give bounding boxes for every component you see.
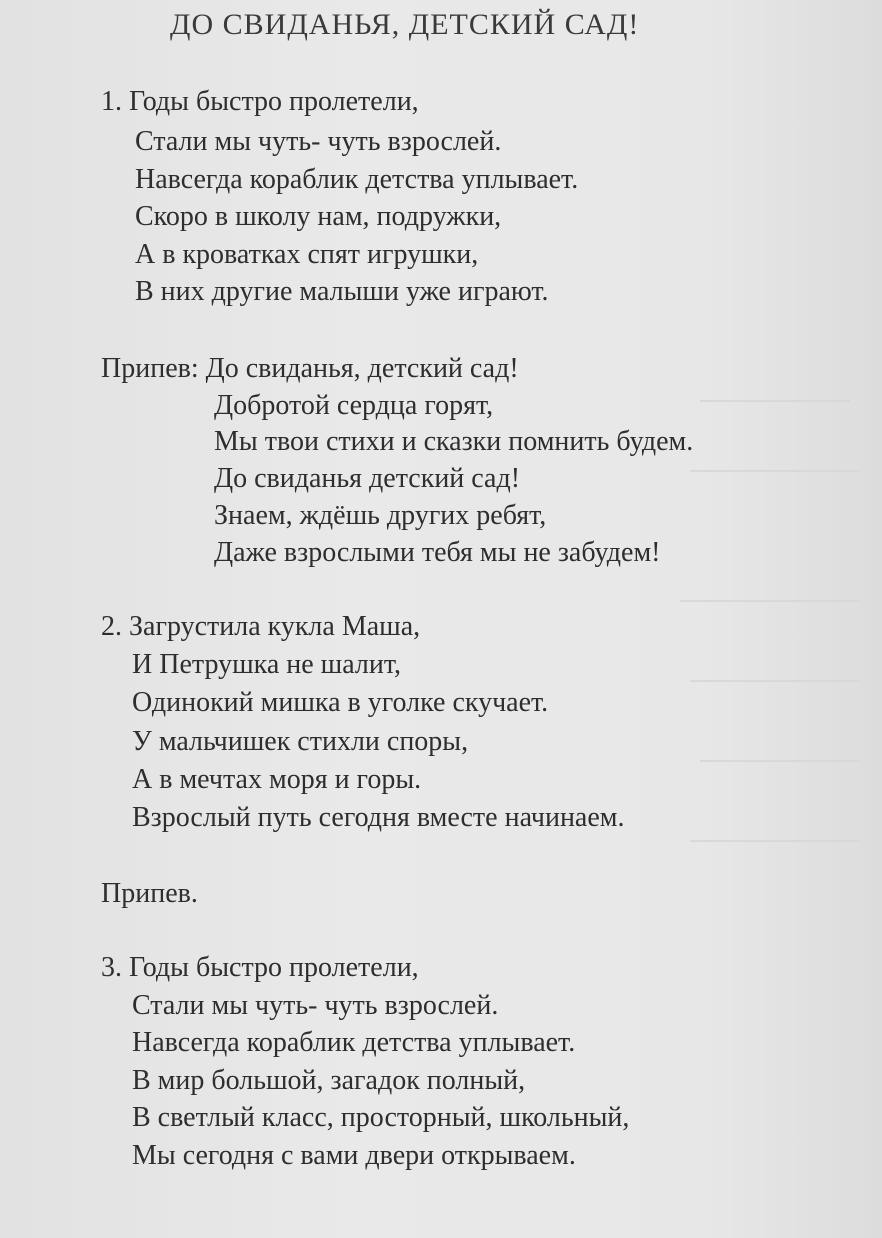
verse1-line: А в кроватках спят игрушки, bbox=[135, 239, 479, 270]
bleed-through-mark bbox=[690, 680, 860, 682]
verse3-line: Навсегда кораблик детства уплывает. bbox=[132, 1027, 576, 1058]
bleed-through-mark bbox=[700, 400, 850, 402]
chorus-reference: Припев. bbox=[101, 878, 198, 909]
verse3-line: В мир большой, загадок полный, bbox=[132, 1065, 526, 1096]
verse1-line: В них другие малыши уже играют. bbox=[135, 276, 549, 307]
verse3-line: В светлый класс, просторный, школьный, bbox=[132, 1102, 630, 1133]
verse2-line: Одинокий мишка в уголке скучает. bbox=[132, 687, 549, 718]
verse1-line: Скоро в школу нам, подружки, bbox=[135, 201, 502, 232]
chorus-line: Даже взрослыми тебя мы не забудем! bbox=[214, 537, 661, 568]
verse3-line: 3. Годы быстро пролетели, bbox=[101, 952, 419, 983]
bleed-through-mark bbox=[690, 470, 860, 472]
bleed-through-mark bbox=[690, 840, 860, 842]
song-title: ДО СВИДАНЬЯ, ДЕТСКИЙ САД! bbox=[170, 8, 640, 41]
verse2-line: У мальчишек стихли споры, bbox=[132, 726, 469, 757]
verse2-line: Взрослый путь сегодня вместе начинаем. bbox=[132, 802, 625, 833]
bleed-through-mark bbox=[680, 600, 860, 602]
verse2-line: И Петрушка не шалит, bbox=[132, 649, 401, 680]
verse2-line: 2. Загрустила кукла Маша, bbox=[101, 611, 421, 642]
chorus-line: До свиданья детский сад! bbox=[214, 463, 521, 494]
chorus-line: Знаем, ждёшь других ребят, bbox=[214, 500, 547, 531]
verse1-line: Стали мы чуть- чуть взрослей. bbox=[135, 126, 502, 157]
verse3-line: Стали мы чуть- чуть взрослей. bbox=[132, 990, 499, 1021]
verse3-line: Мы сегодня с вами двери открываем. bbox=[132, 1140, 576, 1171]
verse1-line: Навсегда кораблик детства уплывает. bbox=[135, 164, 579, 195]
verse1-line: 1. Годы быстро пролетели, bbox=[101, 86, 419, 117]
chorus-line: Припев: До свиданья, детский сад! bbox=[101, 353, 519, 384]
verse2-line: А в мечтах моря и горы. bbox=[132, 764, 422, 795]
bleed-through-mark bbox=[700, 760, 860, 762]
chorus-line: Добротой сердца горят, bbox=[214, 390, 494, 421]
chorus-line: Мы твои стихи и сказки помнить будем. bbox=[214, 426, 694, 457]
